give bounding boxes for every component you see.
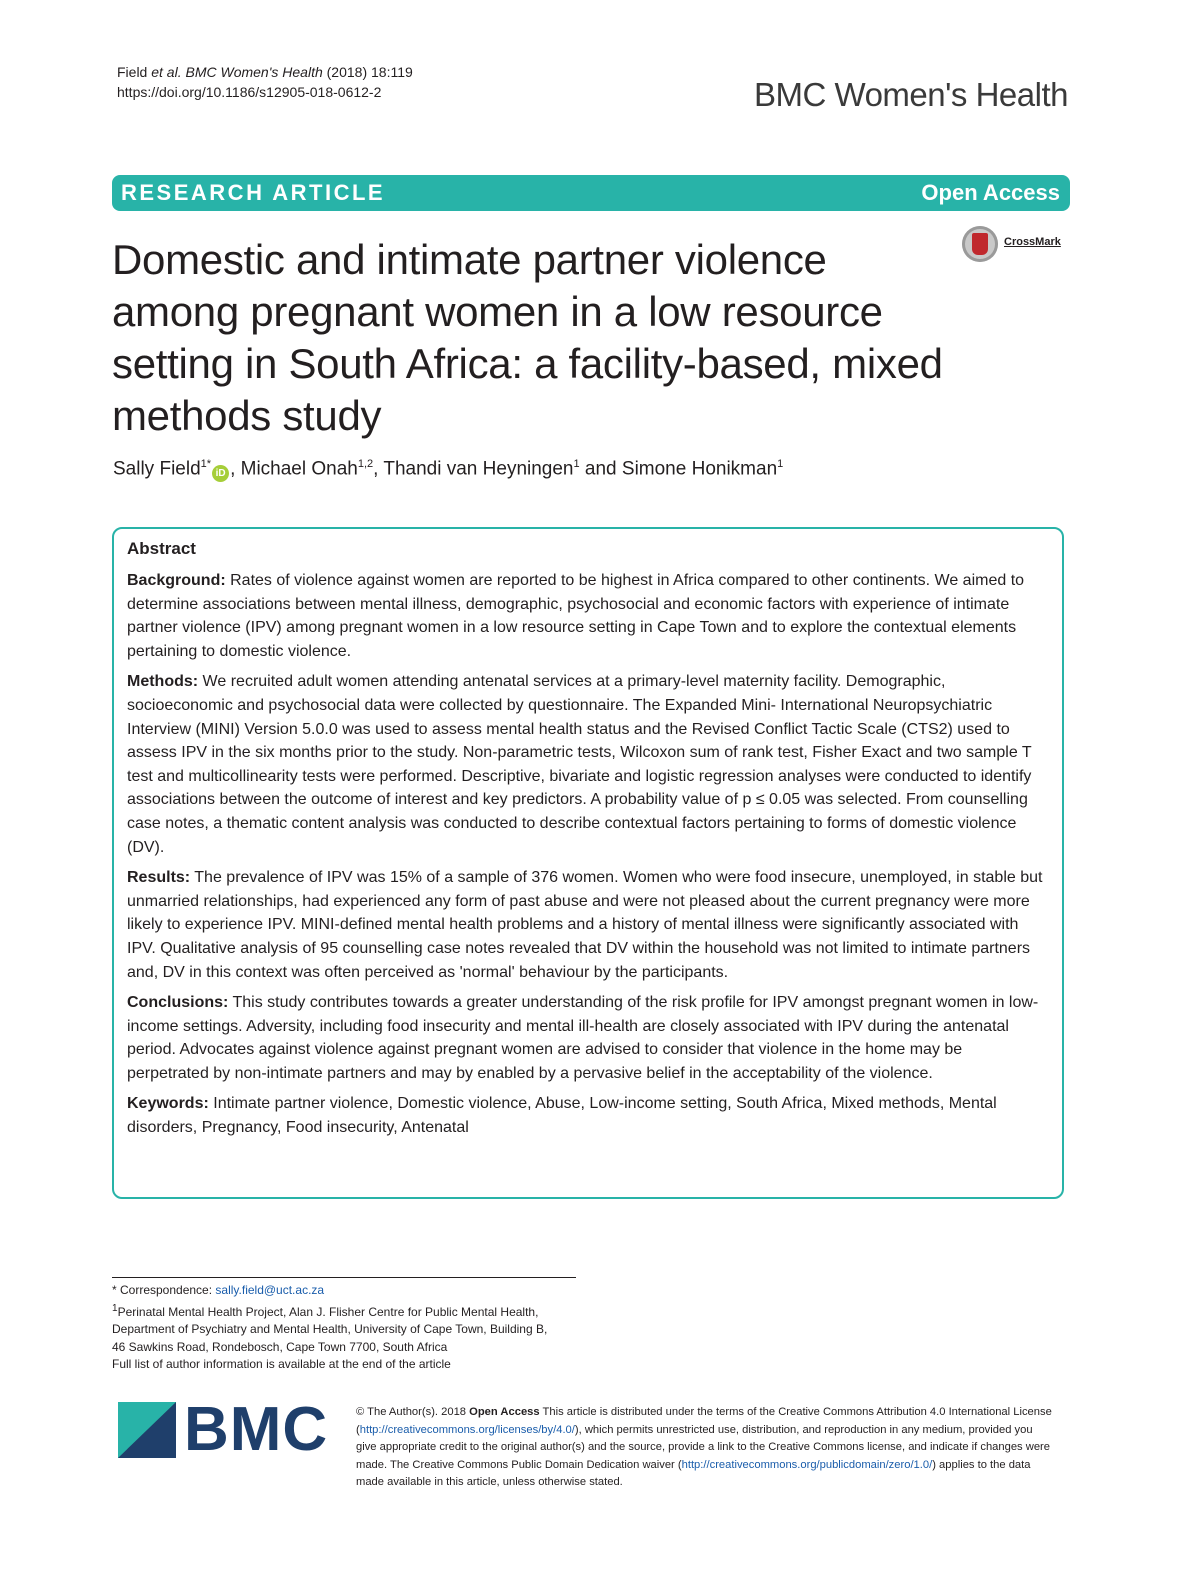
doi-link[interactable]: https://doi.org/10.1186/s12905-018-0612-2	[117, 84, 382, 100]
author-info-note: Full list of author information is available at the end of the article	[112, 1357, 451, 1371]
abstract-results	[127, 866, 1048, 984]
orcid-icon[interactable]: iD	[212, 465, 229, 482]
author-name: , Michael Onah	[230, 458, 358, 480]
author-name: , Thandi van Heyningen	[373, 458, 574, 480]
section-label: Keywords:	[127, 1095, 209, 1113]
copyright-text: © The Author(s). 2018	[356, 1406, 470, 1418]
journal-name: BMC Women's Health	[754, 76, 1068, 113]
author-affiliation: 1,2	[357, 458, 374, 470]
author-name: Sally Field	[113, 458, 201, 480]
license-text: This article is distributed under the terms of the Creative Commons Attribution 4.0 International License (	[356, 1406, 1052, 1436]
correspondence	[112, 1282, 562, 1300]
section-text: This study contributes towards a greater understanding of the risk profile for IPV amongst pregnant women in low-income settings. Adversity, including food insecurity and mental ill-health are closely associated with IPV during the antenatal period. Advocates against violence against pregnant women are advised to consider that violence in the home may be perpetrated by non-intimate partners and may by enabled by a pervasive belief in the acceptability of the violence.	[127, 994, 1039, 1082]
section-text: Intimate partner violence, Domestic violence, Abuse, Low-income setting, South Africa, Mixed methods, Mental disorders, Pregnancy, Food insecurity, Antenatal	[127, 1095, 997, 1137]
citation-volume: (2018) 18:119	[322, 64, 413, 80]
author-affiliation: 1	[573, 458, 580, 470]
article-type-banner	[112, 175, 1070, 211]
author-affiliation: 1	[777, 458, 784, 470]
section-label: Background:	[127, 572, 226, 589]
license-text: ) applies to the data made available in this article, unless otherwise stated.	[356, 1458, 1031, 1488]
author-name: and Simone Honikman	[579, 458, 778, 480]
footnotes	[112, 1282, 562, 1374]
footnote-divider	[112, 1277, 576, 1278]
citation-journal: et al. BMC Women's Health	[151, 64, 323, 80]
bmc-logo-mark-icon	[118, 1402, 176, 1458]
abstract-methods	[127, 670, 1048, 859]
crossmark-label: CrossMark	[1004, 236, 1061, 248]
abstract-keywords	[127, 1092, 1048, 1139]
citation-authors: Field	[117, 64, 152, 80]
affiliation-text: Perinatal Mental Health Project, Alan J. Flisher Centre for Public Mental Health, Department of Psychiatry and Mental Health, University of Cape Town, Building B, 46 Sawkins Road, Rondebosch, Cape Town 7700, South Africa	[112, 1304, 548, 1354]
author-list	[113, 458, 783, 482]
abstract-background	[127, 569, 1048, 663]
correspondence-email-link[interactable]: sally.field@uct.ac.za	[215, 1283, 325, 1297]
section-label: Methods:	[127, 673, 199, 691]
abstract-heading: Abstract	[127, 539, 196, 558]
license-text: ), which permits unrestricted use, distribution, and reproduction in any medium, provided you give appropriate credit to the original author(s) and the source, provide a link to the Creative Commons license, and indicate if changes were made. The Creative Commons Public Domain Dedication waiver (	[356, 1423, 1051, 1471]
author-affiliation: 1*	[200, 458, 212, 470]
article-type-label: RESEARCH ARTICLE	[121, 180, 386, 205]
license-statement	[356, 1404, 1056, 1492]
section-label: Conclusions:	[127, 994, 229, 1012]
crossmark-badge[interactable]	[962, 226, 1072, 262]
affiliation-number: 1	[112, 1302, 118, 1314]
article-title: Domestic and intimate partner violence among pregnant women in a low resource setting in South Africa: a facility-based, mixed methods study	[112, 236, 943, 439]
affiliation	[112, 1300, 562, 1357]
section-text: Rates of violence against women are reported to be highest in Africa compared to other continents. We aimed to determine associations between mental illness, demographic, psychosocial and economic factors with experience of intimate partner violence (IPV) among pregnant women in a low resource setting in Cape Town and to explore the contextual elements pertaining to domestic violence.	[127, 572, 1025, 660]
cc-by-license-link[interactable]: http://creativecommons.org/licenses/by/4.0/	[359, 1423, 575, 1436]
section-label: Results:	[127, 869, 191, 887]
bmc-logo	[118, 1395, 333, 1464]
open-access-bold: Open Access	[469, 1406, 540, 1418]
section-text: The prevalence of IPV was 15% of a sample of 376 women. Women who were food insecure, unemployed, in stable but unmarried relationships, had experienced any form of past abuse and were not pleased about the current pregnancy were more likely to experience IPV. MINI-defined mental health problems and a history of mental illness were significantly associated with IPV. Qualitative analysis of 95 counselling case notes revealed that DV within the household was not limited to intimate partners and, DV in this context was often perceived as 'normal' behaviour by the participants.	[127, 869, 1043, 981]
open-access-label: Open Access	[921, 180, 1060, 205]
abstract-box	[112, 527, 1064, 1199]
cc0-waiver-link[interactable]: http://creativecommons.org/publicdomain/zero/1.0/	[681, 1458, 933, 1471]
bmc-logo-text: BMC	[184, 1395, 329, 1464]
abstract-conclusions	[127, 991, 1048, 1085]
section-text: We recruited adult women attending antenatal services at a primary-level maternity facility. Demographic, socioeconomic and psychosocial data were collected by questionnaire. The Expanded Mini- International Neuropsychiatric Interview (MINI) Version 5.0.0 was used to assess mental health status and the Revised Conflict Tactic Scale (CTS2) used to assess IPV in the six months prior to the study. Non-parametric tests, Wilcoxon sum of rank test, Fisher Exact and two sample T test and multicollinearity tests were performed. Descriptive, bivariate and logistic regression analyses were conducted to identify associations between the outcome of interest and key predictors. A probability value of p ≤ 0.05 was selected. From counselling case notes, a thematic content analysis was conducted to describe contextual factors pertaining to forms of domestic violence (DV).	[127, 673, 1032, 856]
crossmark-icon	[962, 226, 998, 262]
correspondence-label: * Correspondence:	[112, 1283, 216, 1297]
article-citation	[117, 62, 413, 102]
